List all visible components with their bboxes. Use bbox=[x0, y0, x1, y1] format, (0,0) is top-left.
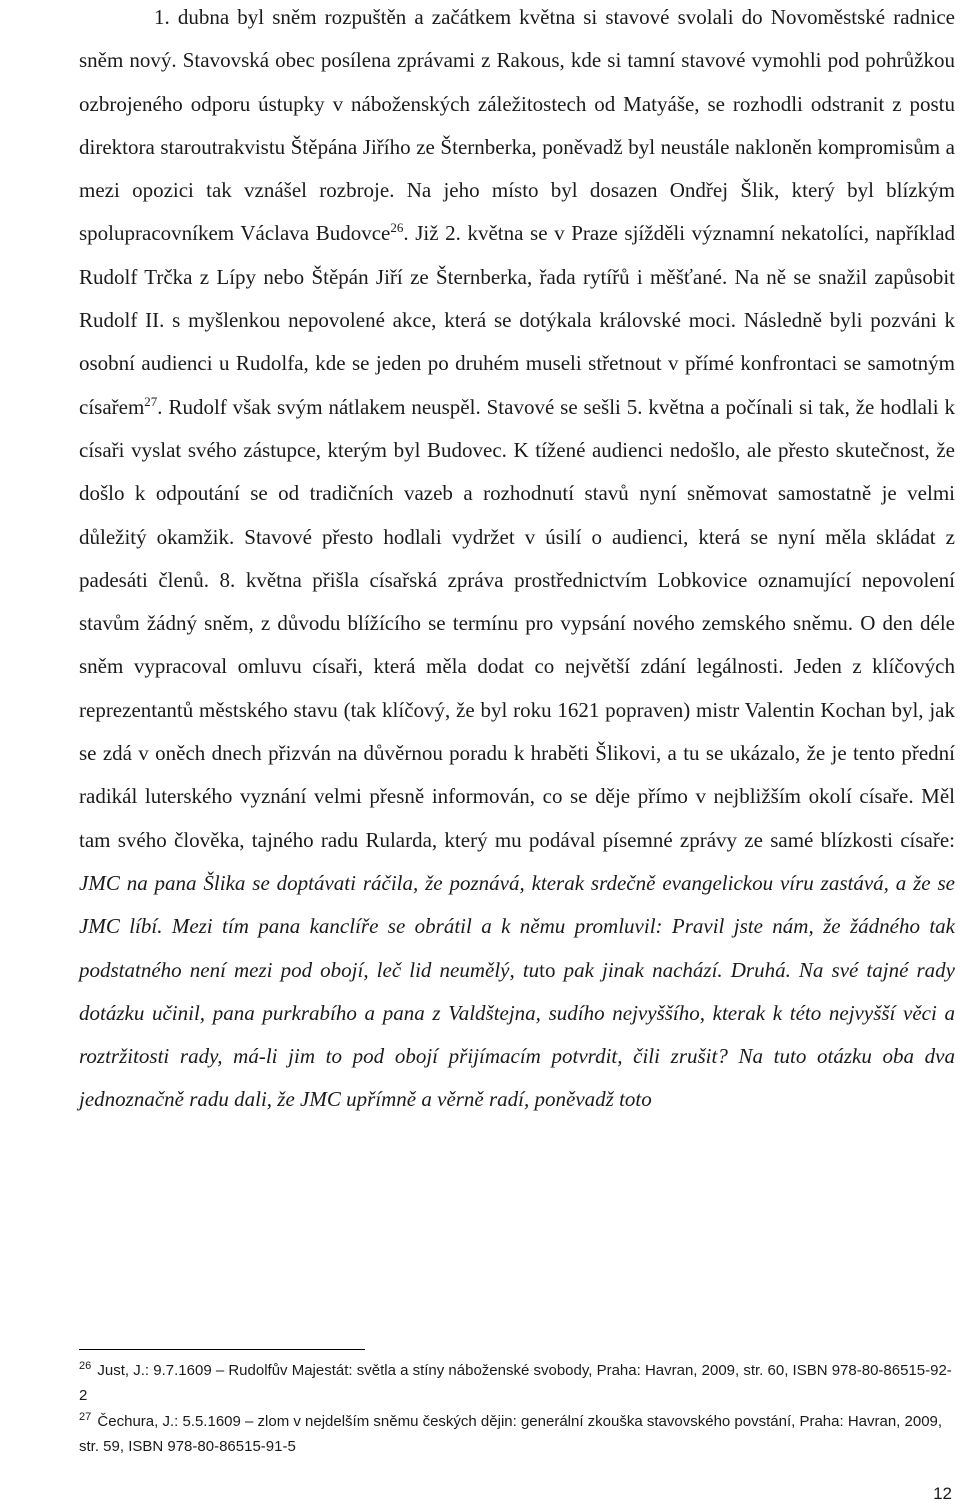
quotation-part-1: JMC na pana Šlika se doptávati ráčila, že poznává, kterak srdečně evangelickou víru zastává, a že se JMC líbí. Mezi tím pana kanclíře se obrátil a k němu promluvil: Pravil jste nám, že žádného tak podstatného není mezi pod obojí, leč lid neumělý, tu bbox=[79, 870, 955, 982]
body-text-part-3: . Rudolf však svým nátlakem neuspěl. Stavové se sešli 5. května a počínali si tak, že hodlali k císaři vyslat svého zástupce, kterým byl Budovec. K tížené audienci nedošlo, ale přesto skutečnost, že došlo k odpoutání se od tradičních vazeb a rozhodnutí stavů nyní sněmovat samostatně je velmi důležitý okamžik. Stavové přesto hodlali vydržet v úsilí o audienci, která se nyní měla skládat z padesáti členů. 8. května přišla císařská zpráva prostřednictvím Lobkovice oznamující nepovolení stavům žádný sněm, z důvodu blížícího se termínu pro vypsání nového zemského sněmu. O den déle sněm vypracoval omluvu císaři, která měla dodat co největší zdání legálnosti. Jeden z klíčových reprezentantů městského stavu (tak klíčový, že byl roku 1621 popraven) mistr Valentin Kochan byl, jak se zdá v oněch dnech přizván na důvěrnou poradu k hraběti Šlikovi, a tu se ukázalo, že je tento přední radikál luterského vyznání velmi přesně informován, co se děje přímo v nejbližším okolí císaře. Měl tam svého člověka, tajného radu Rularda, který mu podával písemné zprávy ze samé blízkosti císaře: bbox=[79, 394, 955, 852]
body-text-part-2: . Již 2. května se v Praze sjížděli významní nekatolíci, například Rudolf Trčka z Lípy nebo Štěpán Jiří ze Šternberka, řada rytířů i měšťané. Na ně se snažil zapůsobit Rudolf II. s myšlenkou nepovolené akce, která se dotýkala královské moci. Následně byli pozváni k osobní audienci u Rudolfa, kde se jeden po druhém museli střetnout v přímé konfrontaci se samotným císařem bbox=[79, 221, 956, 419]
body-text-part-4: to bbox=[539, 957, 556, 982]
body-paragraph bbox=[79, 0, 955, 1122]
footnote-ref-26[interactable]: 26 bbox=[390, 220, 404, 236]
footnote-26 bbox=[79, 1358, 955, 1408]
body-text-part-1: 1. dubna byl sněm rozpuštěn a začátkem května si stavové svolali do Novoměstské radnice sněm nový. Stavovská obec posílena zprávami z Rakous, kde si tamní stavové vymohli pod pohrůžkou ozbrojeného odporu ústupky v náboženských záležitostech od Matyáše, se rozhodli odstranit z postu direktora staroutrakvistu Štěpána Jiřího ze Šternberka, poněvadž byl neustále nakloněn kompromisům a mezi opozici tak vznášel rozbroje. Na jeho místo byl dosazen Ondřej Šlik, který byl blízkým spolupracovníkem Václava Budovce bbox=[79, 5, 955, 246]
footnote-text: Čechura, J.: 5.5.1609 – zlom v nejdelším sněmu českých dějin: generální zkouška stavovského povstání, Praha: Havran, 2009, str. 59, ISBN 978-80-86515-91-5 bbox=[79, 1413, 943, 1455]
footnote-text: Just, J.: 9.7.1609 – Rudolfův Majestát: světla a stíny náboženské svobody, Praha: Havran, 2009, str. 60, ISBN 978-80-86515-92-2 bbox=[79, 1362, 952, 1404]
footnote-ref-27[interactable]: 27 bbox=[144, 393, 158, 409]
quotation-part-2: pak jinak nachází. Druhá. Na své tajné rady dotázku učinil, pana purkrabího a pana z Valdštejna, sudího nejvyššího, kterak k této nejvyšší věci a roztržitosti rady, má-li jim to pod obojí přijímacím potvrdit, čili zrušit? Na tuto otázku oba dva jednoznačně radu dali, že JMC upřímně a věrně radí, poněvadž toto bbox=[79, 957, 956, 1112]
page-number: 12 bbox=[933, 1484, 952, 1503]
main-paragraph bbox=[79, 0, 955, 1122]
footnotes bbox=[79, 1358, 955, 1460]
footnote-number: 27 bbox=[79, 1411, 92, 1423]
footnote-number: 26 bbox=[79, 1360, 92, 1372]
footnote-separator bbox=[79, 1349, 365, 1350]
footnote-27 bbox=[79, 1409, 955, 1459]
